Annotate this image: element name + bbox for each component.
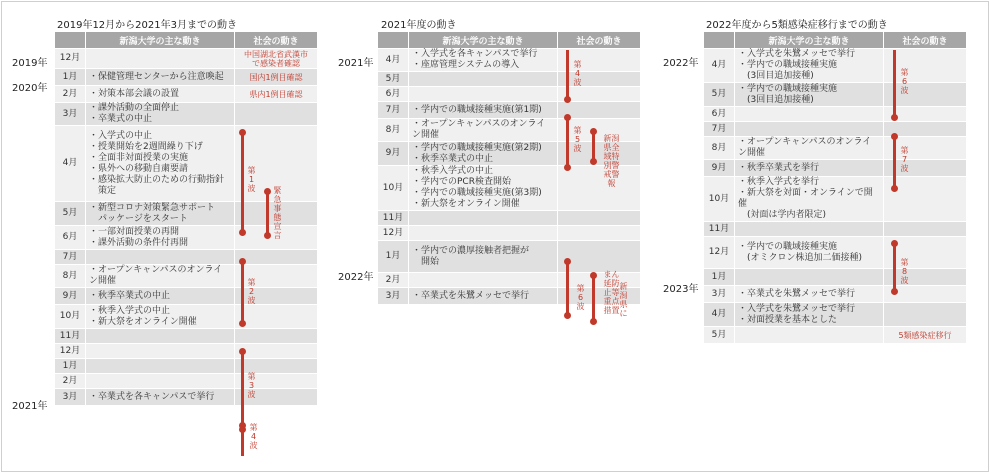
wave-start-dot: [891, 240, 898, 247]
event-cell: [409, 226, 558, 241]
event-cell: ・入学式を朱鷺メッセで挙行 ・対面授業を基本とした: [735, 303, 884, 327]
month-cell: 12月: [378, 226, 409, 241]
measures-bar: [592, 276, 595, 322]
year-label: 2021年: [338, 58, 374, 69]
social-cell: [558, 288, 641, 305]
event-cell: ・オープンキャンパスのオンライン開催: [86, 265, 235, 288]
month-cell: 8月: [378, 119, 409, 142]
wave-end-dot: [239, 229, 246, 236]
event-cell: ・学内での職域接種実施 (3回目追加接種): [735, 83, 884, 107]
event-cell: ・対策本部会議の設置: [86, 86, 235, 103]
wave-bar: [893, 244, 896, 292]
event-cell: [735, 222, 884, 237]
month-cell: 8月: [704, 137, 735, 160]
event-cell: [735, 327, 884, 344]
wave-label: 第4波: [249, 423, 258, 450]
main-column-header: 新潟大学の主な動き: [86, 32, 235, 49]
wave-bar: [241, 352, 244, 430]
table-row: [378, 72, 641, 87]
table-row: [378, 102, 641, 119]
alert-label: 新潟県全域特別警戒警報: [603, 134, 620, 188]
month-cell: 7月: [704, 122, 735, 137]
event-cell: ・卒業式を朱鷺メッセで挙行: [409, 288, 558, 305]
wave-end-dot: [891, 288, 898, 295]
social-cell: 国内1例目確認: [235, 69, 318, 86]
event-cell: [409, 211, 558, 226]
month-cell: 2月: [55, 374, 86, 389]
event-cell: ・卒業式を各キャンパスで挙行: [86, 389, 235, 406]
month-cell: 10月: [704, 177, 735, 222]
month-cell: 6月: [378, 87, 409, 102]
emergency-bar: [266, 192, 269, 236]
month-cell: 1月: [55, 69, 86, 86]
event-cell: [409, 72, 558, 87]
table-row: [55, 374, 318, 389]
table-row: [55, 265, 318, 288]
month-cell: 12月: [55, 49, 86, 69]
wave-start-dot: [239, 422, 246, 429]
table-row: [704, 177, 967, 222]
emergency-end-dot: [264, 232, 271, 239]
month-cell: 5月: [378, 72, 409, 87]
wave-label: 第8波: [900, 258, 909, 285]
month-cell: 1月: [378, 241, 409, 273]
month-cell: 7月: [55, 250, 86, 265]
table-row: [704, 49, 967, 83]
wave-label: 第1波: [247, 166, 256, 193]
table-row: [378, 49, 641, 72]
month-cell: 4月: [704, 303, 735, 327]
wave-bar: [241, 133, 244, 233]
wave-label: 第7波: [900, 146, 909, 173]
table-header-row: [55, 32, 318, 49]
month-cell: 4月: [55, 126, 86, 202]
timeline-table: [703, 31, 967, 344]
emergency-label: 緊急事態宣言: [273, 186, 282, 240]
wave-bar: [241, 262, 244, 324]
event-cell: ・入学式の中止 ・授業開始を2週間繰り下げ ・全面非対面授業の実施 ・県外への移動自粛要請 ・感染拡大防止のための行動指針 策定: [86, 126, 235, 202]
year-label: 2020年: [12, 83, 48, 94]
social-cell: [884, 222, 967, 237]
table-row: [704, 286, 967, 303]
event-cell: ・新型コロナ対策緊急サポート パッケージをスタート: [86, 202, 235, 226]
social-cell: [884, 303, 967, 327]
event-cell: ・学内での濃厚接触者把握が 開始: [409, 241, 558, 273]
event-cell: ・秋季入学式の中止 ・学内でのPCR検査開始 ・学内での職域接種実施(第3期) ・新大祭をオンライン開催: [409, 166, 558, 211]
measures-start-dot: [590, 272, 597, 279]
wave-label: 第2波: [247, 278, 256, 305]
table-header-row: [704, 32, 967, 49]
event-cell: ・課外活動の全面停止 ・卒業式の中止: [86, 103, 235, 126]
month-column-header: [704, 32, 735, 49]
month-cell: 9月: [704, 160, 735, 177]
table-row: [55, 288, 318, 305]
month-cell: 9月: [378, 142, 409, 166]
event-cell: [86, 374, 235, 389]
event-cell: ・保健管理センターから注意喚起: [86, 69, 235, 86]
wave-end-dot: [239, 320, 246, 327]
month-cell: 11月: [55, 329, 86, 344]
year-label: 2022年: [663, 58, 699, 69]
event-cell: ・秋季入学式の中止 ・新大祭をオンライン開催: [86, 305, 235, 329]
wave-label: 第5波: [573, 126, 582, 153]
month-cell: 1月: [55, 359, 86, 374]
wave-end-dot: [564, 96, 571, 103]
month-cell: 12月: [55, 344, 86, 359]
wave-end-dot: [564, 312, 571, 319]
wave-label: 第6波: [900, 68, 909, 95]
year-label: 2023年: [663, 284, 699, 295]
table-row: [55, 103, 318, 126]
panel3-title: 2022年度から5類感染症移行までの動き: [706, 20, 888, 31]
social-cell: [235, 250, 318, 265]
event-cell: ・オープンキャンパスのオンライン開催: [735, 137, 884, 160]
month-cell: 3月: [55, 103, 86, 126]
wave-bar: [893, 137, 896, 189]
month-cell: 3月: [55, 389, 86, 406]
table-row: [55, 305, 318, 329]
wave-bar: [893, 50, 896, 118]
table-row: [704, 327, 967, 344]
social-cell: [558, 166, 641, 211]
wave-label: 第4波: [573, 60, 582, 87]
month-cell: 8月: [55, 265, 86, 288]
month-cell: 4月: [704, 49, 735, 83]
month-cell: 7月: [378, 102, 409, 119]
event-cell: [409, 87, 558, 102]
social-cell: [235, 344, 318, 359]
month-cell: 10月: [55, 305, 86, 329]
table-row: [55, 49, 318, 69]
social-cell: [558, 72, 641, 87]
table-row: [378, 211, 641, 226]
table-row: [55, 344, 318, 359]
event-cell: ・入学式を朱鷺メッセで挙行 ・学内での職域接種実施 (3回目追加接種): [735, 49, 884, 83]
social-cell: [558, 49, 641, 72]
month-cell: 10月: [378, 166, 409, 211]
event-cell: [409, 273, 558, 288]
wave-start-dot: [564, 114, 571, 121]
month-cell: 5月: [704, 83, 735, 107]
social-column-header: 社会の動き: [235, 32, 318, 49]
year-label: 2022年: [338, 272, 374, 283]
month-cell: 2月: [55, 86, 86, 103]
wave-start-dot: [891, 133, 898, 140]
month-column-header: [55, 32, 86, 49]
event-cell: ・学内での職域接種実施 (オミクロン株追加二価接種): [735, 237, 884, 269]
month-cell: 2月: [378, 273, 409, 288]
event-cell: ・秋季卒業式を挙行: [735, 160, 884, 177]
wave-end-dot: [891, 185, 898, 192]
wave-label: 第6波: [576, 284, 585, 311]
wave-end-dot: [891, 114, 898, 121]
event-cell: [735, 107, 884, 122]
wave-start-dot: [564, 258, 571, 265]
table-row: [55, 69, 318, 86]
event-cell: [86, 250, 235, 265]
table-row: [704, 303, 967, 327]
table-row: [55, 86, 318, 103]
table-row: [704, 122, 967, 137]
event-cell: ・学内での職域接種実施(第1期): [409, 102, 558, 119]
social-cell: [235, 329, 318, 344]
month-cell: 9月: [55, 288, 86, 305]
table-row: [704, 269, 967, 286]
measures-end-dot: [590, 318, 597, 325]
table-row: [704, 107, 967, 122]
table-header-row: [378, 32, 641, 49]
table-row: [704, 222, 967, 237]
event-cell: ・学内での職域接種実施(第2期) ・秋季卒業式の中止: [409, 142, 558, 166]
event-cell: ・秋季卒業式の中止: [86, 288, 235, 305]
month-cell: 3月: [704, 286, 735, 303]
table-row: [378, 87, 641, 102]
wave-start-dot: [239, 129, 246, 136]
table-row: [55, 250, 318, 265]
social-cell: [235, 305, 318, 329]
measures-label: まん延防止等重点措置: [603, 270, 620, 315]
social-cell: [558, 273, 641, 288]
event-cell: [86, 49, 235, 69]
event-cell: [86, 359, 235, 374]
social-cell: [235, 103, 318, 126]
month-cell: 6月: [704, 107, 735, 122]
social-cell: 5類感染症移行: [884, 327, 967, 344]
social-cell: [558, 241, 641, 273]
month-cell: 5月: [55, 202, 86, 226]
month-cell: 11月: [704, 222, 735, 237]
panel1-title: 2019年12月から2021年3月までの動き: [57, 20, 237, 31]
month-cell: 4月: [378, 49, 409, 72]
social-cell: [558, 211, 641, 226]
month-cell: 1月: [704, 269, 735, 286]
month-cell: 11月: [378, 211, 409, 226]
social-cell: [558, 226, 641, 241]
table-row: [55, 329, 318, 344]
emergency-start-dot: [264, 188, 271, 195]
event-cell: ・入学式を各キャンパスで挙行 ・座席管理システムの導入: [409, 49, 558, 72]
wave-label: 第3波: [247, 372, 256, 399]
social-cell: [558, 142, 641, 166]
month-cell: 3月: [378, 288, 409, 305]
table-row: [378, 241, 641, 273]
event-cell: [735, 269, 884, 286]
social-column-header: 社会の動き: [884, 32, 967, 49]
table-row: [55, 359, 318, 374]
wave-bar: [566, 50, 569, 100]
social-column-header: 社会の動き: [558, 32, 641, 49]
event-cell: [735, 122, 884, 137]
month-cell: 6月: [55, 226, 86, 250]
table-row: [704, 237, 967, 269]
event-cell: ・一部対面授業の再開 ・課外活動の条件付再開: [86, 226, 235, 250]
social-cell: 中国湖北省武漢市 で感染者確認: [235, 49, 318, 69]
wave-bar: [566, 262, 569, 316]
main-column-header: 新潟大学の主な動き: [735, 32, 884, 49]
event-cell: ・オープンキャンパスのオンライン開催: [409, 119, 558, 142]
event-cell: [86, 344, 235, 359]
table-row: [704, 160, 967, 177]
table-row: [55, 389, 318, 406]
event-cell: ・秋季入学式を挙行 ・新大祭を対面・オンラインで開催 (対面は学内者限定): [735, 177, 884, 222]
table-row: [378, 226, 641, 241]
month-cell: 12月: [704, 237, 735, 269]
social-cell: [558, 119, 641, 142]
alert-end-dot: [590, 158, 597, 165]
alert-start-dot: [590, 128, 597, 135]
table-row: [704, 83, 967, 107]
wave-start-dot: [239, 258, 246, 265]
event-cell: [86, 329, 235, 344]
panel2-title: 2021年度の動き: [381, 20, 457, 31]
wave-bar: [241, 426, 244, 456]
social-cell: 県内1例目確認: [235, 86, 318, 103]
wave-start-dot: [239, 348, 246, 355]
year-label: 2021年: [12, 401, 48, 412]
year-label: 2019年: [12, 58, 48, 69]
table-row: [704, 137, 967, 160]
measures-label: 新潟県に: [619, 282, 628, 318]
month-column-header: [378, 32, 409, 49]
main-column-header: 新潟大学の主な動き: [409, 32, 558, 49]
wave-end-dot: [564, 164, 571, 171]
wave-bar: [566, 118, 569, 168]
event-cell: ・卒業式を朱鷺メッセで挙行: [735, 286, 884, 303]
month-cell: 5月: [704, 327, 735, 344]
